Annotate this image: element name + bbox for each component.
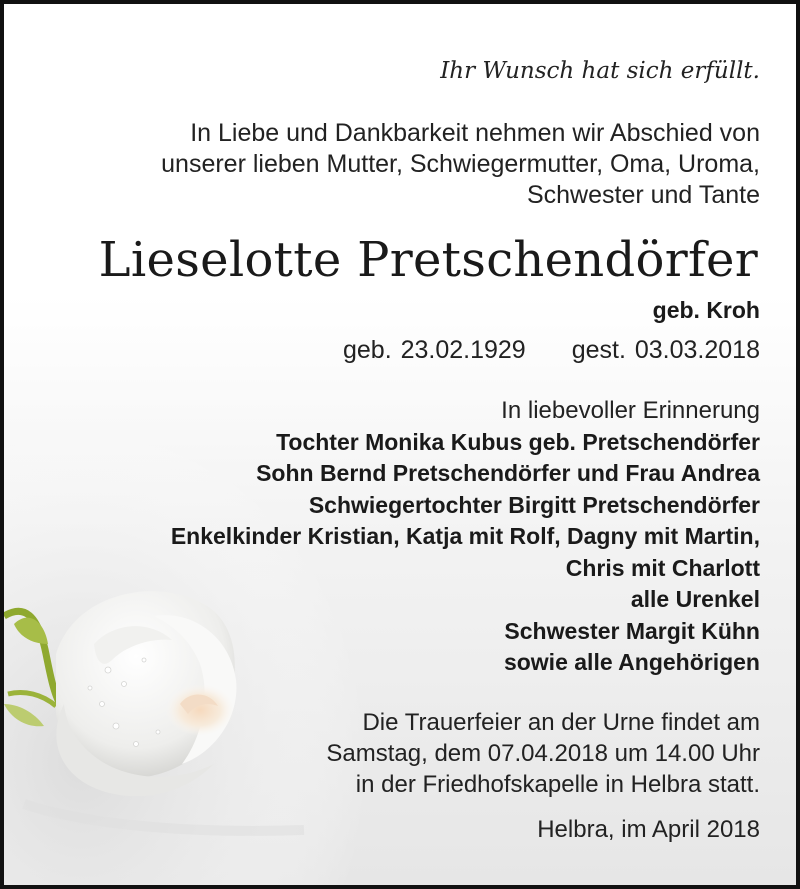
death-date: gest. 03.03.2018 [571, 336, 760, 364]
service-line: Samstag, dem 07.04.2018 um 14.00 Uhr [326, 740, 760, 767]
mourner-line: Sohn Bernd Pretschendörfer und Frau Andrea [256, 460, 760, 486]
mourner-line: sowie alle Angehörigen [503, 649, 760, 675]
birth-name: geb. Kroh [652, 297, 760, 323]
intro-line: In Liebe und Dankbarkeit nehmen wir Abschied von [190, 119, 760, 147]
mourner-line: Enkelkinder Kristian, Katja mit Rolf, Dagny mit Martin, [170, 523, 760, 549]
intro-line: unserer lieben Mutter, Schwiegermutter, Oma, Uroma, [161, 150, 760, 178]
place-and-date: Helbra, im April 2018 [537, 816, 760, 843]
motto: Ihr Wunsch hat sich erfüllt. [440, 58, 760, 84]
intro-text [161, 118, 760, 211]
deceased-name: Lieselotte Pretschendörfer [98, 232, 758, 288]
birth-date: geb. 23.02.1929 [342, 336, 526, 364]
mourner-line: Tochter Monika Kubus geb. Pretschendörfer [276, 428, 760, 455]
funeral-service-info [326, 707, 760, 800]
service-line: Die Trauerfeier an der Urne findet am [362, 709, 760, 736]
mourner-line: Schwiegertochter Birgitt Pretschendörfer [308, 491, 760, 518]
intro-line: Schwester und Tante [526, 181, 760, 209]
mourners-lead: In liebevoller Erinnerung [501, 397, 760, 424]
mourner-line: Chris mit Charlott [565, 554, 760, 581]
mourner-line: Schwester Margit Kühn [504, 617, 760, 644]
mourner-line: alle Urenkel [630, 586, 760, 612]
mourners-list [171, 395, 760, 679]
service-line: in der Friedhofskapelle in Helbra statt. [355, 771, 760, 798]
life-dates [343, 336, 760, 365]
